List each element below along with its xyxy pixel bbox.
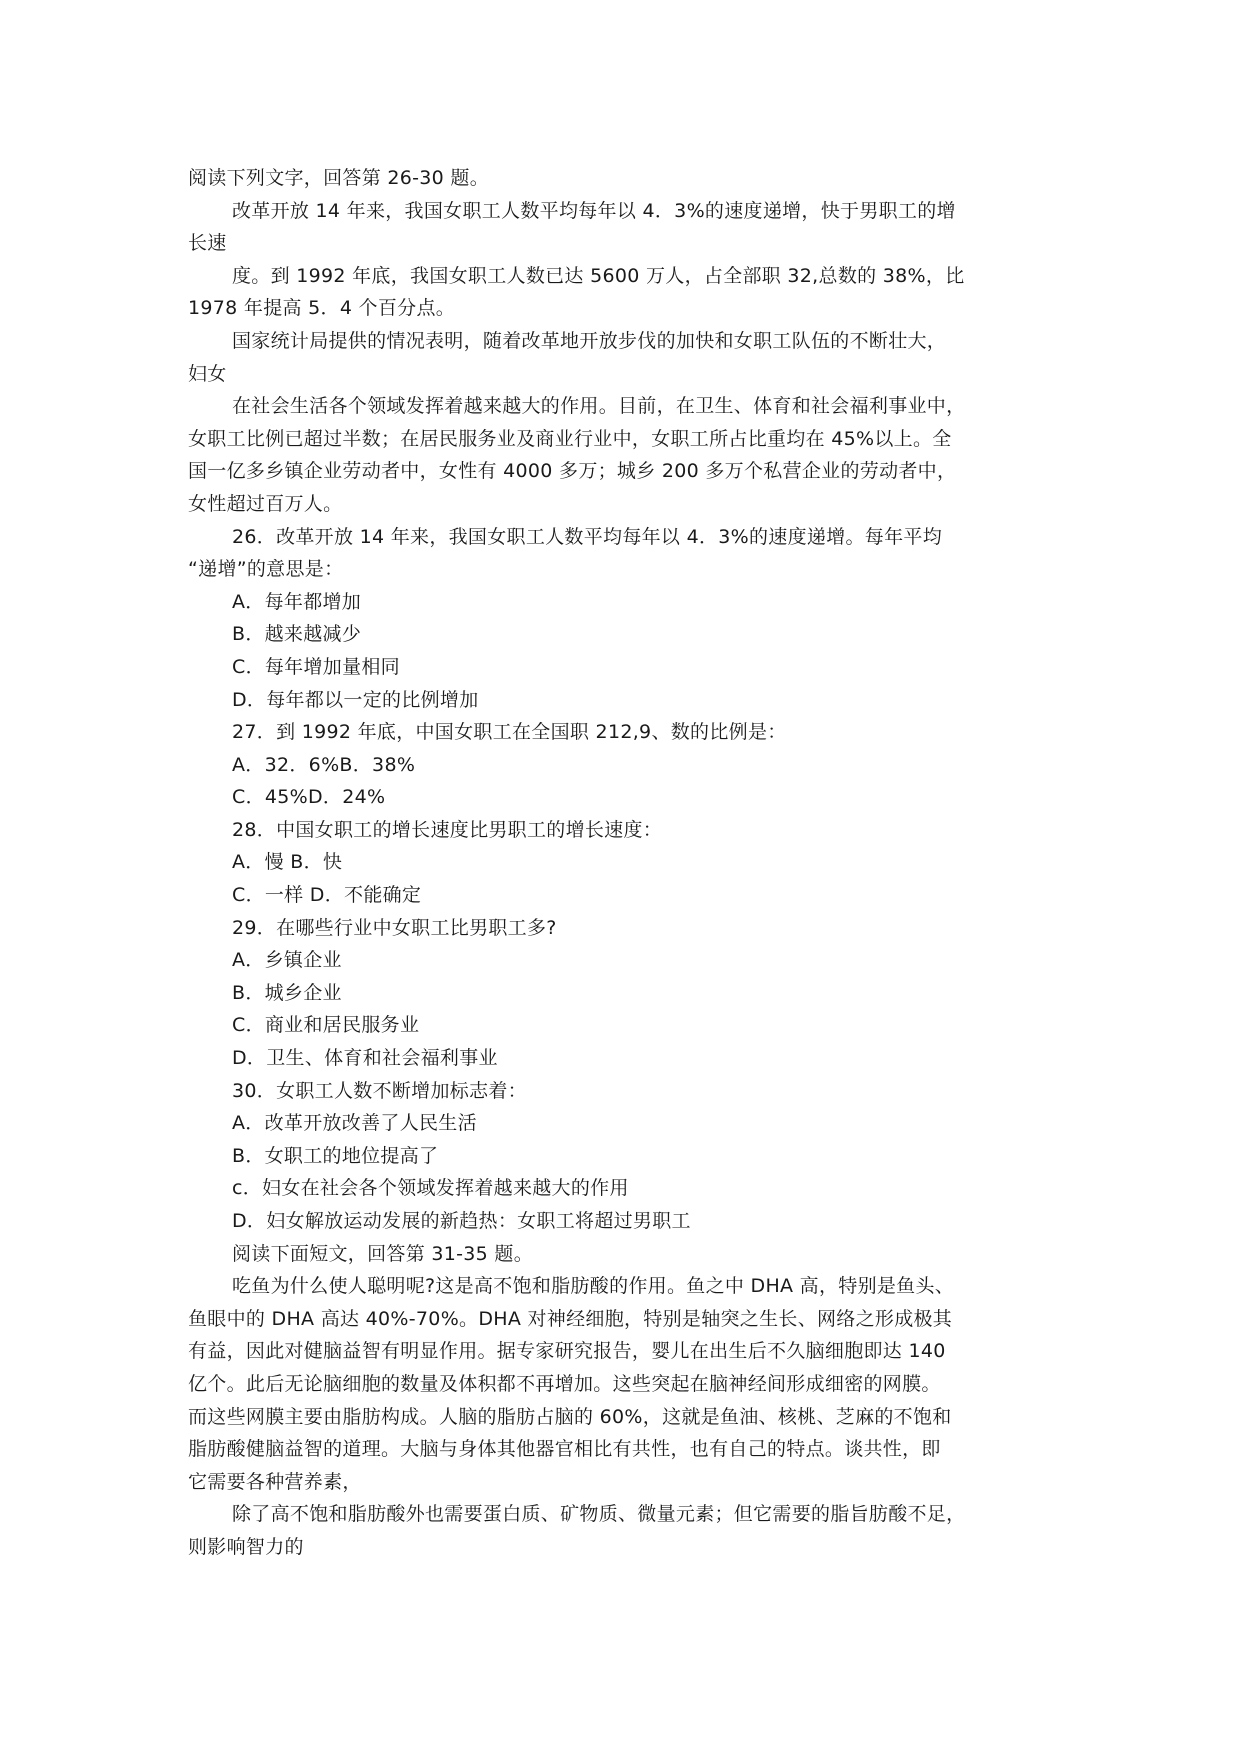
text-line: 亿个。此后无论脑细胞的数量及体积都不再增加。这些突起在脑神经间形成细密的网膜。 bbox=[188, 1372, 941, 1395]
text-line: 28．中国女职工的增长速度比男职工的增长速度： bbox=[232, 818, 663, 841]
text-line: D．卫生、体育和社会福利事业 bbox=[232, 1047, 498, 1070]
text-line: A．改革开放改善了人民生活 bbox=[232, 1112, 477, 1135]
text-line: B．越来越减少 bbox=[232, 623, 362, 646]
text-line: 脂肪酸健脑益智的道理。大脑与身体其他器官相比有共性，也有自己的特点。谈共性，即 bbox=[188, 1438, 941, 1461]
text-line: D．每年都以一定的比例增加 bbox=[232, 688, 479, 711]
text-line: 30．女职工人数不断增加标志着： bbox=[232, 1079, 527, 1102]
text-line: 改革开放 14 年来，我国女职工人数平均每年以 4．3%的速度递增，快于男职工的增 bbox=[232, 199, 956, 222]
text-line: 阅读下面短文，回答第 31-35 题。 bbox=[232, 1242, 533, 1265]
text-line: A．乡镇企业 bbox=[232, 949, 342, 972]
text-line: B．城乡企业 bbox=[232, 981, 342, 1004]
text-line: C．45%D．24% bbox=[232, 786, 386, 809]
text-line: 29．在哪些行业中女职工比男职工多? bbox=[232, 916, 557, 939]
text-line: A．慢 B．快 bbox=[232, 851, 343, 874]
text-line: 它需要各种营养素， bbox=[188, 1470, 362, 1493]
text-line: 则影响智力的 bbox=[188, 1535, 304, 1558]
text-line: 26．改革开放 14 年来，我国女职工人数平均每年以 4．3%的速度递增。每年平均 bbox=[232, 525, 943, 548]
text-line: 鱼眼中的 DHA 高达 40%-70%。DHA 对神经细胞，特别是轴突之生长、网络之形成极其 bbox=[188, 1307, 953, 1330]
text-line: 吃鱼为什么使人聪明呢?这是高不饱和脂肪酸的作用。鱼之中 DHA 高，特别是鱼头、 bbox=[232, 1275, 955, 1298]
document-body bbox=[188, 162, 1058, 1564]
text-line: c．妇女在社会各个领域发挥着越来越大的作用 bbox=[232, 1177, 629, 1200]
text-line: 27．到 1992 年底，中国女职工在全国职 212,9、数的比例是： bbox=[232, 721, 787, 744]
text-line: A．32．6%B．38% bbox=[232, 753, 416, 776]
text-line: 妇女 bbox=[188, 362, 227, 385]
text-line: C．一样 D．不能确定 bbox=[232, 884, 422, 907]
text-line: D．妇女解放运动发展的新趋热：女职工将超过男职工 bbox=[232, 1210, 691, 1232]
text-line: 度。到 1992 年底，我国女职工人数已达 5600 万人，占全部职 32,总数的 38%，比 bbox=[232, 264, 965, 287]
text-line: 阅读下列文字，回答第 26-30 题。 bbox=[188, 167, 489, 189]
text-line: 除了高不饱和脂肪酸外也需要蛋白质、矿物质、微量元素；但它需要的脂旨肪酸不足， bbox=[232, 1503, 966, 1526]
text-line: 长速 bbox=[188, 232, 227, 255]
text-line: 1978 年提高 5．4 个百分点。 bbox=[188, 297, 456, 320]
text-line: “递增”的意思是： bbox=[188, 558, 344, 581]
text-line: 在社会生活各个领域发挥着越来越大的作用。目前，在卫生、体育和社会福利事业中， bbox=[232, 395, 966, 418]
text-line: 国一亿多乡镇企业劳动者中，女性有 4000 多万；城乡 200 多万个私营企业的劳动者中， bbox=[188, 460, 957, 483]
text-line: 国家统计局提供的情况表明，随着改革地开放步伐的加快和女职工队伍的不断壮大， bbox=[232, 329, 947, 352]
text-line: C．商业和居民服务业 bbox=[232, 1014, 420, 1037]
text-line: 而这些网膜主要由脂肪构成。人脑的脂肪占脑的 60%，这就是鱼油、核桃、芝麻的不饱和 bbox=[188, 1405, 952, 1428]
text-line: 女性超过百万人。 bbox=[188, 492, 343, 515]
text-line: A．每年都增加 bbox=[232, 590, 362, 613]
text-line: 有益，因此对健脑益智有明显作用。据专家研究报告，婴儿在出生后不久脑细胞即达 140 bbox=[188, 1340, 946, 1363]
text-line: B．女职工的地位提高了 bbox=[232, 1144, 439, 1167]
text-line: C．每年增加量相同 bbox=[232, 655, 400, 678]
text-line: 女职工比例已超过半数；在居民服务业及商业行业中，女职工所占比重均在 45%以上。全 bbox=[188, 427, 952, 450]
